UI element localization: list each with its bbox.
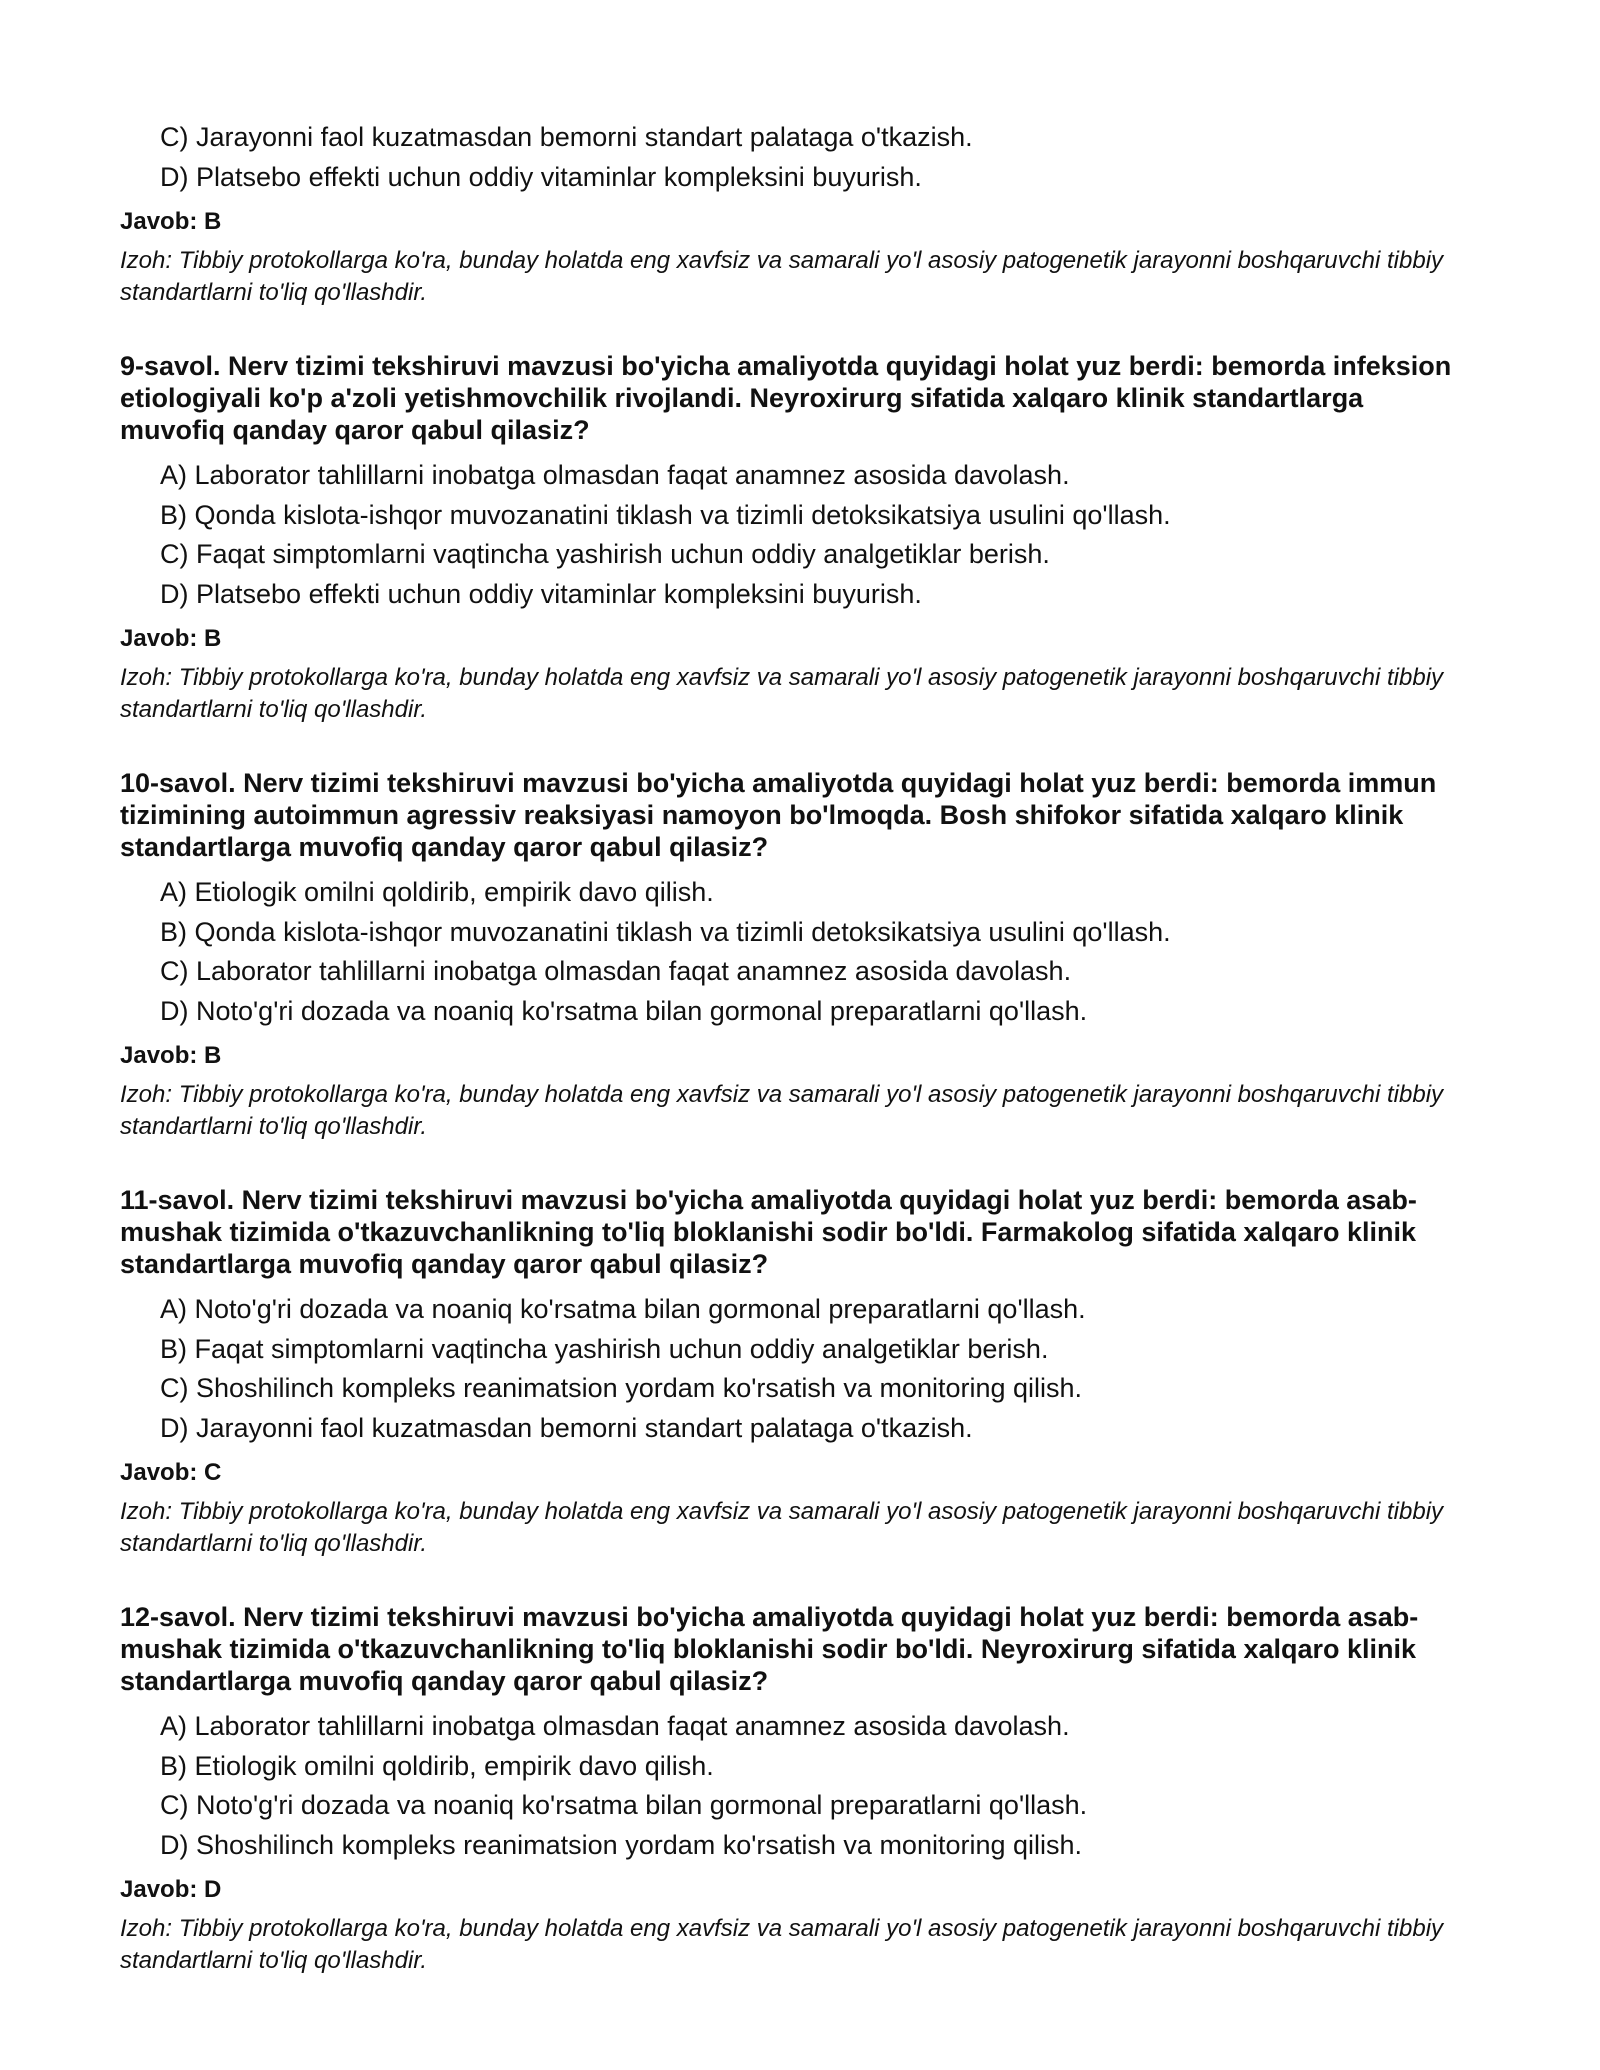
option-a: A) Noto'g'ri dozada va noaniq ko'rsatma bilan gormonal preparatlarni qo'llash. [160, 1294, 1086, 1324]
explanation-note: Izoh: Tibbiy protokollarga ko'ra, bunday holatda eng xavfsiz va samarali yo'l asosiy patogenetik jarayonni boshqaruvchi tibbiy standartlarni to'liq qo'llashdir. [120, 664, 1444, 723]
option-d: D) Noto'g'ri dozada va noaniq ko'rsatma bilan gormonal preparatlarni qo'llash. [160, 995, 1088, 1026]
explanation-note: Izoh: Tibbiy protokollarga ko'ra, bunday holatda eng xavfsiz va samarali yo'l asosiy patogenetik jarayonni boshqaruvchi tibbiy standartlarni to'liq qo'llashdir. [120, 1498, 1444, 1557]
answer-label: Javob: C [120, 1459, 222, 1486]
option-b: B) Etiologik omilni qoldirib, empirik davo qilish. [160, 1750, 714, 1781]
question-block-9 [120, 350, 1460, 726]
option-d: D) Platsebo effekti uchun oddiy vitaminlar kompleksini buyurish. [160, 161, 922, 192]
option-b: B) Qonda kislota-ishqor muvozanatini tiklash va tizimli detoksikatsiya usulini qo'llash. [160, 916, 1171, 947]
option-b: B) Qonda kislota-ishqor muvozanatini tiklash va tizimli detoksikatsiya usulini qo'llash. [160, 499, 1171, 530]
question-block-11 [120, 1184, 1460, 1560]
option-a: A) Laborator tahlillarni inobatga olmasdan faqat anamnez asosida davolash. [160, 1711, 1070, 1741]
question-title: 11-savol. Nerv tizimi tekshiruvi mavzusi bo'yicha amaliyotda quyidagi holat yuz berdi: bemorda asab-mushak tizimida o'tkazuvchanlikning to'liq bloklanishi sodir bo'ldi. Farmakolog sifatida xalqaro klinik standartlarga muvofiq qanday qaror qabul qilasiz? [120, 1185, 1417, 1279]
answer-label: Javob: B [120, 625, 222, 652]
option-c: C) Faqat simptomlarni vaqtincha yashirish uchun oddiy analgetiklar berish. [160, 539, 1050, 569]
question-block-10 [120, 767, 1460, 1143]
previous-question-continuation [120, 118, 1460, 309]
option-d: D) Platsebo effekti uchun oddiy vitaminlar kompleksini buyurish. [160, 578, 922, 609]
document-page [120, 118, 1460, 1977]
option-c: C) Shoshilinch kompleks reanimatsion yordam ko'rsatish va monitoring qilish. [160, 1373, 1083, 1403]
option-a: A) Etiologik omilni qoldirib, empirik davo qilish. [160, 877, 714, 907]
question-title: 9-savol. Nerv tizimi tekshiruvi mavzusi bo'yicha amaliyotda quyidagi holat yuz berdi: bemorda infeksion etiologiyali ko'p a'zoli yetishmovchilik rivojlandi. Neyroxirurg sifatida xalqaro klinik standartlarga muvofiq qanday qaror qabul qilasiz? [120, 351, 1452, 445]
explanation-note: Izoh: Tibbiy protokollarga ko'ra, bunday holatda eng xavfsiz va samarali yo'l asosiy patogenetik jarayonni boshqaruvchi tibbiy standartlarni to'liq qo'llashdir. [120, 1081, 1444, 1140]
option-d: D) Jarayonni faol kuzatmasdan bemorni standart palataga o'tkazish. [160, 1412, 973, 1443]
question-title: 12-savol. Nerv tizimi tekshiruvi mavzusi bo'yicha amaliyotda quyidagi holat yuz berdi: bemorda asab-mushak tizimida o'tkazuvchanlikning to'liq bloklanishi sodir bo'ldi. Neyroxirurg sifatida xalqaro klinik standartlarga muvofiq qanday qaror qabul qilasiz? [120, 1602, 1419, 1696]
option-c: C) Jarayonni faol kuzatmasdan bemorni standart palataga o'tkazish. [160, 122, 973, 152]
option-b: B) Faqat simptomlarni vaqtincha yashirish uchun oddiy analgetiklar berish. [160, 1333, 1049, 1364]
option-a: A) Laborator tahlillarni inobatga olmasdan faqat anamnez asosida davolash. [160, 460, 1070, 490]
question-block-12 [120, 1601, 1460, 1977]
answer-label: Javob: B [120, 208, 222, 235]
option-c: C) Noto'g'ri dozada va noaniq ko'rsatma bilan gormonal preparatlarni qo'llash. [160, 1790, 1088, 1820]
question-title: 10-savol. Nerv tizimi tekshiruvi mavzusi bo'yicha amaliyotda quyidagi holat yuz berdi: bemorda immun tizimining autoimmun agressiv reaksiyasi namoyon bo'lmoqda. Bosh shifokor sifatida xalqaro klinik standartlarga muvofiq qanday qaror qabul qilasiz? [120, 768, 1437, 862]
explanation-note: Izoh: Tibbiy protokollarga ko'ra, bunday holatda eng xavfsiz va samarali yo'l asosiy patogenetik jarayonni boshqaruvchi tibbiy standartlarni to'liq qo'llashdir. [120, 1915, 1444, 1974]
explanation-note: Izoh: Tibbiy protokollarga ko'ra, bunday holatda eng xavfsiz va samarali yo'l asosiy patogenetik jarayonni boshqaruvchi tibbiy standartlarni to'liq qo'llashdir. [120, 247, 1444, 306]
answer-label: Javob: B [120, 1042, 222, 1069]
option-c: C) Laborator tahlillarni inobatga olmasdan faqat anamnez asosida davolash. [160, 956, 1072, 986]
answer-label: Javob: D [120, 1876, 222, 1903]
option-d: D) Shoshilinch kompleks reanimatsion yordam ko'rsatish va monitoring qilish. [160, 1829, 1083, 1860]
